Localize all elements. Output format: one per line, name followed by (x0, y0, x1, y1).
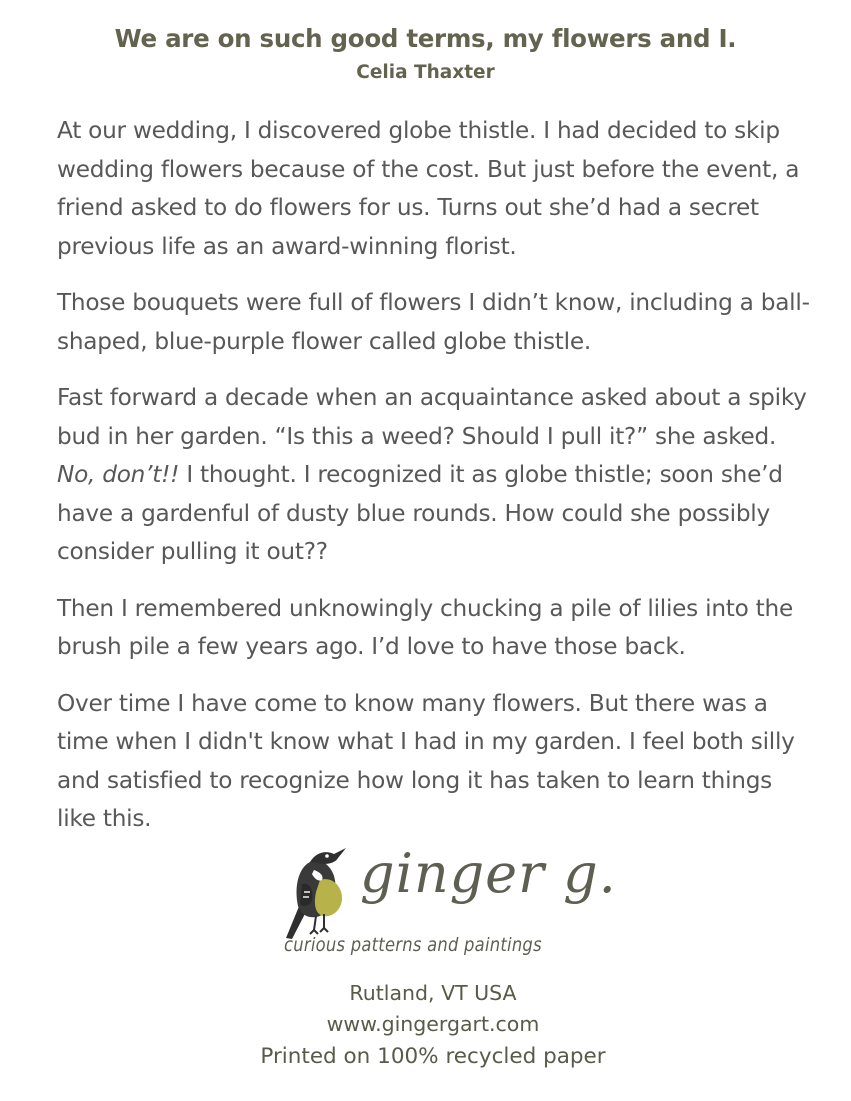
paragraph-3 (57, 379, 817, 572)
paragraph-4: Then I remembered unknowingly chucking a pile of lilies into the brush pile a few years ago. I’d love to have those back. (57, 594, 793, 660)
brand-tagline: curious patterns and paintings (284, 934, 542, 956)
brand-name: ginger g. (360, 842, 617, 905)
paragraph-3-start: Fast forward a decade when an acquaintance asked about a spiky bud in her garden. “Is this a weed? Should I pull it?” she asked. (57, 384, 807, 450)
quote-title: We are on such good terms, my flowers and I. (114, 24, 737, 53)
paragraph-3-emphasis: No, don’t!! (57, 461, 180, 488)
paragraph-3-end: I thought. I recognized it as globe thistle; soon she’d have a gardenful of dusty blue rounds. How could she possibly consider pulling it out?? (57, 461, 783, 565)
paragraph-5: Over time I have come to know many flowers. But there was a time when I didn't know what I had in my garden. I feel both silly and satisfied to recognize how long it has taken to learn things like this. (57, 689, 795, 832)
paragraph-1: At our wedding, I discovered globe thistle. I had decided to skip wedding flowers because of the cost. But just before the event, a friend asked to do flowers for us. Turns out she’d had a secret previous life as an award-winning florist. (57, 117, 800, 260)
footer-website: www.gingergart.com (326, 1012, 540, 1036)
bird-icon (280, 842, 360, 942)
footer-location: Rutland, VT USA (349, 981, 517, 1005)
footer-printed-note: Printed on 100% recycled paper (260, 1044, 606, 1069)
paragraph-2: Those bouquets were full of flowers I didn’t know, including a ball-shaped, blue-purple flower called globe thistle. (57, 289, 810, 355)
article-body (57, 112, 817, 857)
quote-author: Celia Thaxter (356, 62, 495, 83)
brand-logo (280, 842, 617, 972)
